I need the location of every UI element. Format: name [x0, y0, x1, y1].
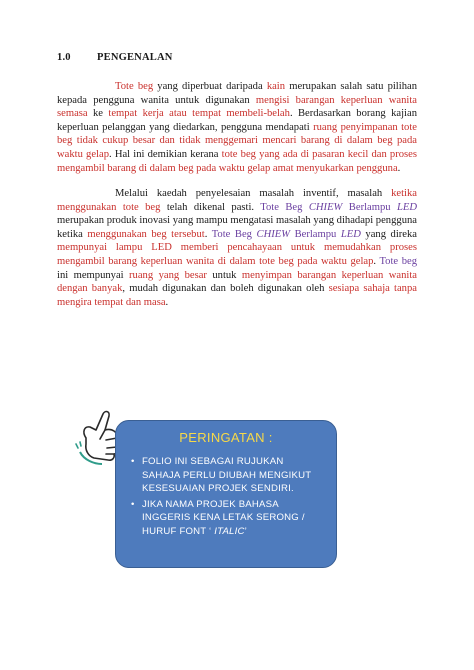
text-run: merupakan produk inovasi yang mampu mengatasi masalah yang dihadapi pengguna ketika: [57, 215, 417, 240]
text-run: Tote Beg: [211, 228, 257, 240]
text-run: LED: [396, 201, 417, 213]
text-run: , mudah digunakan dan boleh digunakan oleh: [122, 283, 329, 295]
text-run: .: [373, 255, 380, 267]
text-run: CHIEW: [256, 228, 291, 240]
text-run: mempunyai lampu LED memberi pencahayaan untuk memudahkan proses mengambil barang keperluan wanita di dalam tote beg pada waktu gelap: [57, 242, 417, 267]
text-run: .: [165, 296, 169, 308]
text-run: tempat kerja atau tempat membeli-belah: [108, 108, 290, 120]
text-run: JIKA NAMA PROJEK BAHASA INGGERIS KENA LETAK SERONG / HURUF FONT ‘: [142, 498, 305, 537]
text-run: ITALIC: [214, 525, 245, 537]
reminder-item: [131, 455, 322, 496]
text-run: Melalui kaedah penyelesaian masalah inventif, masalah: [115, 188, 392, 199]
text-run: mengisi barangan keperluan wanita semasa: [57, 94, 417, 120]
reminder-title: PERINGATAN :: [179, 430, 273, 445]
reminder-item-text: [142, 499, 305, 537]
text-run: yang diperbuat daripada: [153, 81, 267, 92]
text-run: CHIEW: [308, 201, 343, 213]
text-run: Tote Beg: [260, 201, 309, 213]
text-run: .: [397, 162, 401, 174]
text-run: telah dikenal pasti.: [160, 201, 261, 213]
text-run: . Berdasarkan borang kajian keperluan pelanggan yang diedarkan, pengguna mendapati: [57, 108, 417, 133]
text-run: menyimpan barangan keperluan wanita dengan banyak: [57, 269, 417, 295]
text-run: merupakan salah satu pilihan kepada pengguna wanita untuk digunakan: [57, 81, 417, 106]
reminder-item-text: [142, 456, 311, 494]
text-run: . Hal ini demikian kerana: [109, 148, 222, 160]
text-run: tote beg yang ada di pasaran kecil dan proses mengambil barang di dalam beg pada waktu gelap amat menyukarkan pengguna: [57, 148, 417, 174]
text-run: Tote beg: [379, 255, 418, 267]
text-run: ke: [87, 108, 109, 120]
text-run: ini mempunyai: [57, 269, 130, 281]
text-run: yang direka: [360, 228, 417, 240]
text-run: ’: [244, 525, 247, 537]
text-run: .: [204, 228, 212, 240]
text-run: Berlampu: [342, 201, 397, 213]
text-run: ruang yang besar: [129, 269, 207, 281]
bullet-icon: •: [131, 456, 135, 467]
text-run: untuk: [206, 269, 242, 281]
text-run: LED: [340, 228, 361, 240]
heading-number: 1.0: [57, 52, 71, 63]
text-run: ruang penyimpanan tote beg tidak cukup besar dan tidak menggemari mencari barang di dalam beg pada waktu gelap: [57, 121, 417, 160]
text-run: FOLIO INI SEBAGAI RUJUKAN SAHAJA PERLU DIUBAH MENGIKUT KESESUAIAN PROJEK SENDIRI.: [142, 456, 312, 495]
text-run: Tote beg: [115, 81, 154, 92]
text-run: sesiapa sahaja tanpa mengira tempat dan masa: [57, 283, 417, 308]
heading-title: PENGENALAN: [97, 52, 173, 63]
text-run: kain: [266, 81, 286, 92]
text-run: ketika menggunakan tote beg: [57, 188, 417, 213]
solution-paragraph: [57, 187, 417, 309]
bullet-icon: •: [131, 498, 135, 510]
intro-paragraph: [57, 80, 417, 175]
text-run: menggunakan beg tersebut: [87, 228, 205, 240]
reminder-box: [115, 420, 337, 568]
text-run: Berlampu: [290, 228, 341, 240]
reminder-item: [131, 498, 322, 539]
reminder-list: [131, 455, 322, 541]
section-heading: [57, 52, 173, 63]
